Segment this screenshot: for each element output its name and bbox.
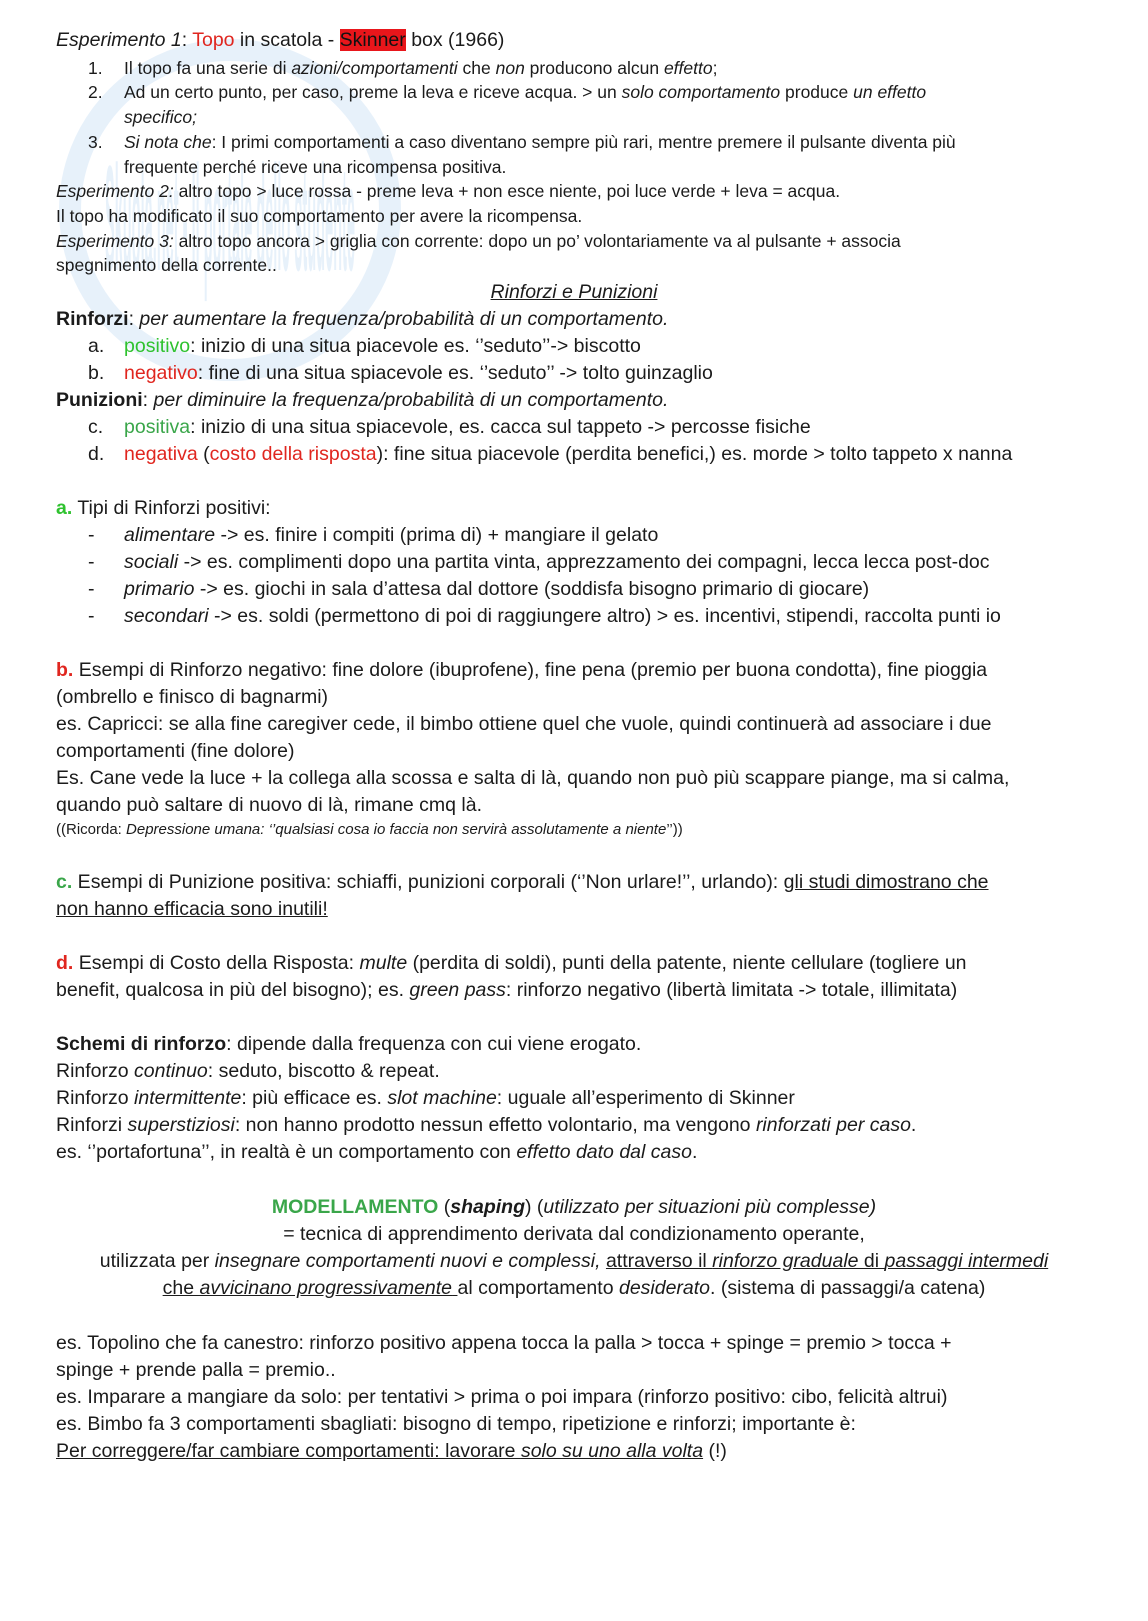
section-c-line: non hanno efficacia sono inutili! [56,898,328,920]
schemi-line: Schemi di rinforzo: dipende dalla frequenza con cui viene erogato. [56,1033,642,1055]
schemi-line: Rinforzi superstiziosi: non hanno prodotto nessun effetto volontario, ma vengono rinforzati per caso. [56,1114,917,1136]
list-item: - sociali -> es. complimenti dopo una partita vinta, apprezzamento dei compagni, lecca lecca post-doc [88,551,990,573]
watermark-text: Skuola.net - Il portale dello studente [105,134,355,302]
exp1-line: Esperimento 1: Topo in scatola - Skinner box (1966) [56,29,505,51]
exp3-line: Esperimento 3: altro topo ancora > griglia con corrente: dopo un po’ volontariamente va al pulsante + associa [56,231,901,251]
list-item: d. negativa (costo della risposta): fine situa piacevole (perdita benefici,) es. morde > tolto tappeto x nanna [88,443,1013,465]
section-b-line: b. Esempi di Rinforzo negativo: fine dolore (ibuprofene), fine pena (premio per buona condotta), fine pioggia [56,659,988,681]
schemi-line: Rinforzo intermittente: più efficace es. slot machine: uguale all’esperimento di Skinner [56,1087,795,1109]
section-d-line: d. Esempi di Costo della Risposta: multe (perdita di soldi), punti della patente, niente cellulare (togliere un [56,952,967,974]
section-heading: Rinforzi e Punizioni [490,281,658,303]
list-item: - primario -> es. giochi in sala d’attesa dal dottore (soddisfa bisogno primario di giocare) [88,578,870,600]
list-item: - alimentare -> es. finire i compiti (prima di) + mangiare il gelato [88,524,659,546]
section-a-title: a. Tipi di Rinforzi positivi: [56,497,271,519]
rinforzi-line: Rinforzi: per aumentare la frequenza/probabilità di un comportamento. [56,308,669,330]
exp2-line: Esperimento 2: altro topo > luce rossa - preme leva + non esce niente, poi luce verde + leva = acqua. [56,181,841,201]
list-item: a. positivo: inizio di una situa piacevole es. ‘’seduto’’-> biscotto [88,335,641,357]
example-line: spinge + prende palla = premio.. [56,1359,336,1381]
list-item: 1. Il topo fa una serie di azioni/comportamenti che non producono alcun effetto; [88,58,718,78]
section-c-line: c. Esempi di Punizione positiva: schiaffi, punizioni corporali (‘’Non urlare!’’, urlando): gli studi dimostrano che [56,871,989,893]
list-item: c. positiva: inizio di una situa spiacevole, es. cacca sul tappeto -> percosse fisiche [88,416,811,438]
section-b-line: quando può saltare di nuovo di là, rimane cmq là. [56,794,483,816]
ricorda-note: ((Ricorda: Depressione umana: ‘’qualsiasi cosa io faccia non servirà assolutamente a niente’’)) [56,821,683,838]
model-title: MODELLAMENTO (shaping) (utilizzato per situazioni più complesse) [271,1196,877,1218]
example-line: es. Bimbo fa 3 comportamenti sbagliati: bisogno di tempo, ripetizione e rinforzi; importante è: [56,1413,856,1435]
punizioni-line: Punizioni: per diminuire la frequenza/probabilità di un comportamento. [56,389,669,411]
section-b-line: Es. Cane vede la luce + la collega alla scossa e salta di là, quando non può più scappare piange, ma si calma, [56,767,1010,789]
schemi-line: Rinforzo continuo: seduto, biscotto & repeat. [56,1060,440,1082]
section-b-line: (ombrello e finisco di bagnarmi) [56,686,329,708]
model-line: che avvicinano progressivamente al comportamento desiderato. (sistema di passaggi/a catena) [162,1277,986,1299]
model-line: utilizzata per insegnare comportamenti nuovi e complessi, attraverso il rinforzo graduale di passaggi intermedi [99,1250,1049,1272]
list-item: b. negativo: fine di una situa spiacevole es. ‘’seduto’’ -> tolto guinzaglio [88,362,713,384]
final-line: Per correggere/far cambiare comportamenti: lavorare solo su uno alla volta (!) [56,1440,727,1462]
exp2-note: Il topo ha modificato il suo comportamento per avere la ricompensa. [56,206,583,226]
list-item-cont: specifico; [124,107,197,127]
model-def: = tecnica di apprendimento derivata dal condizionamento operante, [283,1223,865,1245]
example-line: es. Imparare a mangiare da solo: per tentativi > prima o poi impara (rinforzo positivo: cibo, felicità altrui) [56,1386,948,1408]
list-item: 2. Ad un certo punto, per caso, preme la leva e riceve acqua. > un solo comportamento produce un effetto [88,82,927,102]
list-item: 3. Si nota che: I primi comportamenti a caso diventano sempre più rari, mentre premere il pulsante diventa più [88,132,956,152]
exp3-cont: spegnimento della corrente.. [56,255,277,275]
section-d-line: benefit, qualcosa in più del bisogno); es. green pass: rinforzo negativo (libertà limitata -> totale, illimitata) [56,979,958,1001]
section-b-line: es. Capricci: se alla fine caregiver cede, il bimbo ottiene quel che vuole, quindi continuerà ad associare i due [56,713,992,735]
schemi-line: es. ‘’portafortuna’’, in realtà è un comportamento con effetto dato dal caso. [56,1141,698,1163]
list-item-cont: frequente perché riceve una ricompensa positiva. [124,157,507,177]
section-b-line: comportamenti (fine dolore) [56,740,295,762]
example-line: es. Topolino che fa canestro: rinforzo positivo appena tocca la palla > tocca + spinge = premio > tocca + [56,1332,952,1354]
list-item: - secondari -> es. soldi (permettono di poi di raggiungere altro) > es. incentivi, stipendi, raccolta punti io [88,605,1001,627]
